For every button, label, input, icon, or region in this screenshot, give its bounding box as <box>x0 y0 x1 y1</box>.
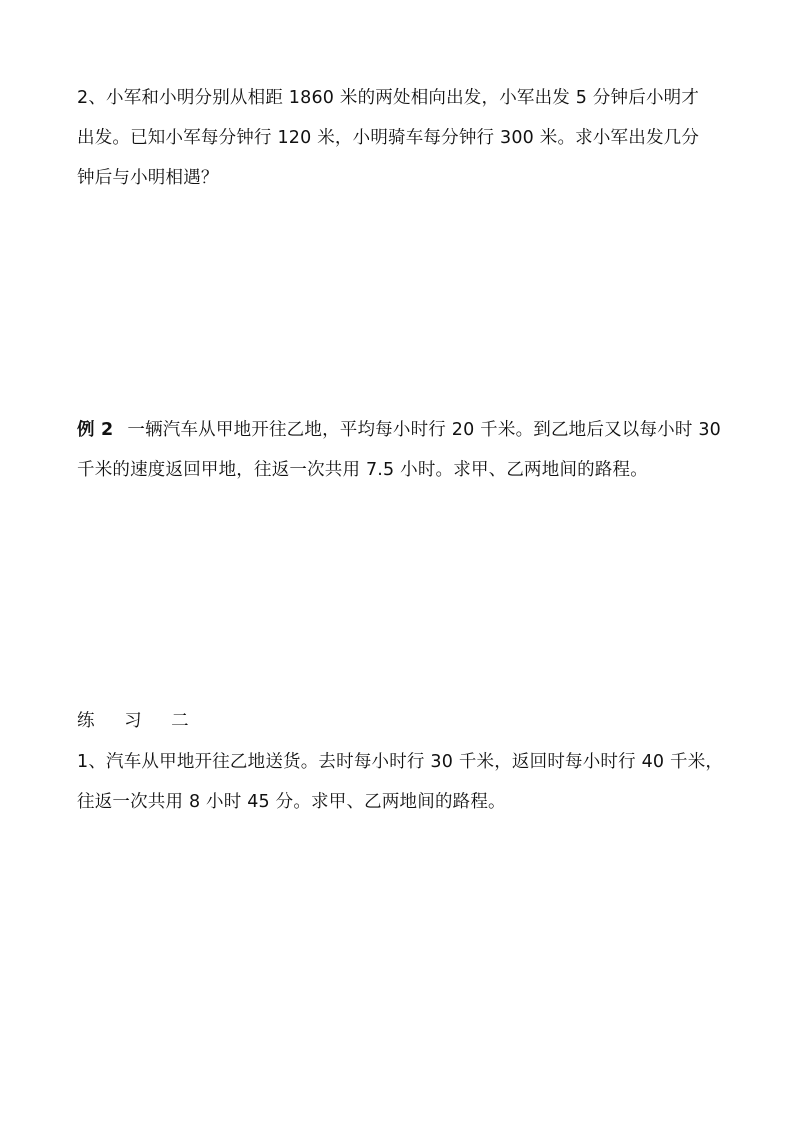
example-2-line-1 <box>77 419 721 441</box>
practice-2-problem-1-line-1: 1、汽车从甲地开往乙地送货。去时每小时行 30 千米，返回时每小时行 40 千米， <box>77 752 724 772</box>
problem-2-line-1: 2、小军和小明分别从相距 1860 米的两处相向出发，小军出发 5 分钟后小明才 <box>77 88 700 108</box>
example-2-line-2: 千米的速度返回甲地，往返一次共用 7.5 小时。求甲、乙两地间的路程。 <box>77 460 648 480</box>
problem-2-line-3: 钟后与小明相遇？ <box>77 168 219 188</box>
problem-2-line-2: 出发。已知小军每分钟行 120 米，小明骑车每分钟行 300 米。求小军出发几分 <box>77 128 700 148</box>
example-2-text: 一辆汽车从甲地开往乙地，平均每小时行 20 千米。到乙地后又以每小时 30 <box>127 420 721 440</box>
practice-2-heading: 练 习 二 <box>77 711 201 731</box>
example-2-label: 例 2 <box>77 420 114 440</box>
practice-2-problem-1-line-2: 往返一次共用 8 小时 45 分。求甲、乙两地间的路程。 <box>77 792 506 812</box>
